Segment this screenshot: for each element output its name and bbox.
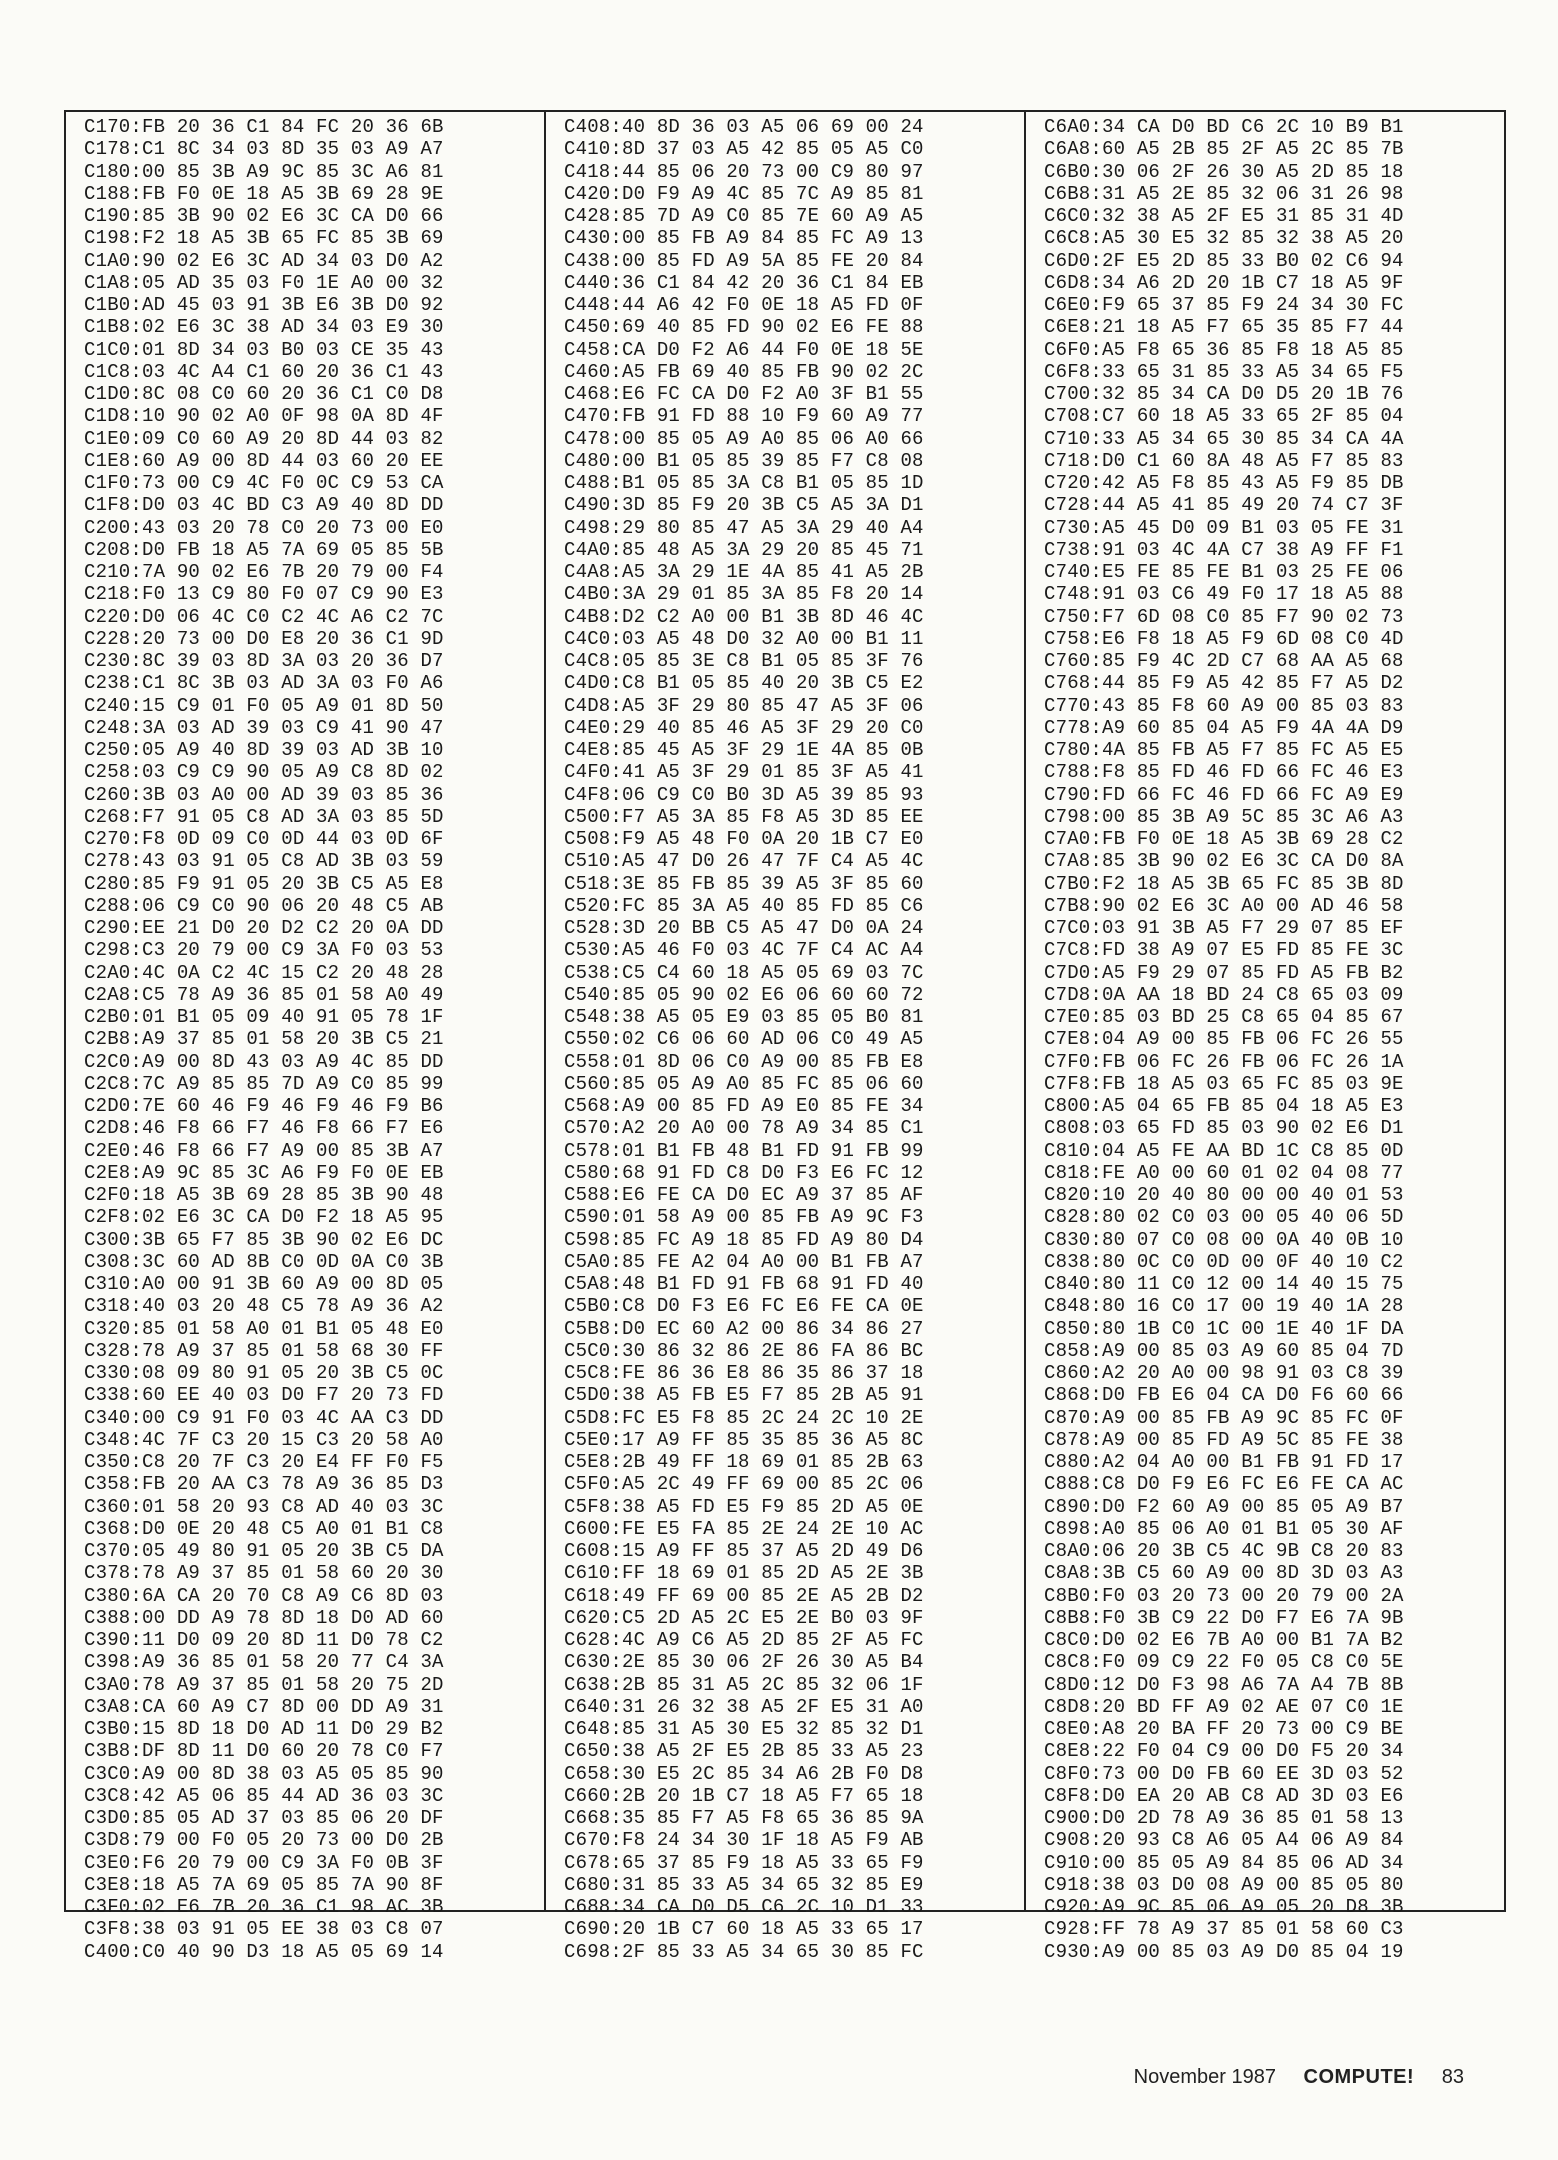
listing-line: C7E0:85 03 BD 25 C8 65 04 85 67 — [1044, 1006, 1404, 1028]
listing-line: C650:38 A5 2F E5 2B 85 33 A5 23 — [564, 1740, 924, 1763]
listing-line: C2B0:01 B1 05 09 40 91 05 78 1F — [84, 1006, 444, 1028]
listing-line: C7D0:A5 F9 29 07 85 FD A5 FB B2 — [1044, 961, 1404, 984]
listing-column-2 — [544, 112, 1024, 1963]
listing-line: C518:3E 85 FB 85 39 A5 3F 85 60 — [564, 872, 924, 895]
listing-line: C880:A2 04 A0 00 B1 FB 91 FD 17 — [1044, 1451, 1404, 1473]
listing-line: C4F0:41 A5 3F 29 01 85 3F A5 41 — [564, 761, 924, 784]
listing-line: C558:01 8D 06 C0 A9 00 85 FB E8 — [564, 1050, 924, 1073]
listing-line: C658:30 E5 2C 85 34 A6 2B F0 D8 — [564, 1762, 924, 1785]
listing-line: C3F0:02 E6 7B 20 36 C1 98 AC 3B — [84, 1896, 444, 1918]
listing-line: C1B0:AD 45 03 91 3B E6 3B D0 92 — [84, 294, 444, 316]
listing-line: C810:04 A5 FE AA BD 1C C8 85 0D — [1044, 1139, 1404, 1162]
listing-line: C430:00 85 FB A9 84 85 FC A9 13 — [564, 227, 924, 250]
listing-line: C5E8:2B 49 FF 18 69 01 85 2B 63 — [564, 1451, 924, 1473]
listing-line: C5A0:85 FE A2 04 A0 00 B1 FB A7 — [564, 1250, 924, 1273]
listing-line: C5C8:FE 86 36 E8 86 35 86 37 18 — [564, 1362, 924, 1384]
listing-line: C520:FC 85 3A A5 40 85 FD 85 C6 — [564, 894, 924, 917]
listing-line: C8F8:D0 EA 20 AB C8 AD 3D 03 E6 — [1044, 1784, 1404, 1807]
listing-line: C920:A9 9C 85 06 A9 05 20 D8 3B — [1044, 1896, 1404, 1918]
listing-line: C5A8:48 B1 FD 91 FB 68 91 FD 40 — [564, 1273, 924, 1295]
listing-line: C7A8:85 3B 90 02 E6 3C CA D0 8A — [1044, 850, 1404, 873]
listing-line: C720:42 A5 F8 85 43 A5 F9 85 DB — [1044, 472, 1404, 494]
listing-line: C1E0:09 C0 60 A9 20 8D 44 03 82 — [84, 427, 444, 450]
listing-line: C608:15 A9 FF 85 37 A5 2D 49 D6 — [564, 1540, 924, 1562]
listing-line: C2F8:02 E6 3C CA D0 F2 18 A5 95 — [84, 1206, 444, 1229]
listing-line: C368:D0 0E 20 48 C5 A0 01 B1 C8 — [84, 1517, 444, 1540]
listing-line: C2F0:18 A5 3B 69 28 85 3B 90 48 — [84, 1184, 444, 1206]
listing-line: C598:85 FC A9 18 85 FD A9 80 D4 — [564, 1228, 924, 1251]
listing-line: C850:80 1B C0 1C 00 1E 40 1F DA — [1044, 1317, 1404, 1340]
listing-line: C858:A9 00 85 03 A9 60 85 04 7D — [1044, 1339, 1404, 1362]
listing-line: C818:FE A0 00 60 01 02 04 08 77 — [1044, 1161, 1404, 1184]
listing-line: C3D0:85 05 AD 37 03 85 06 20 DF — [84, 1807, 444, 1829]
listing-line: C240:15 C9 01 F0 05 A9 01 8D 50 — [84, 694, 444, 717]
listing-line: C288:06 C9 C0 90 06 20 48 C5 AB — [84, 894, 444, 917]
listing-line: C6D0:2F E5 2D 85 33 B0 02 C6 94 — [1044, 249, 1404, 272]
listing-line: C260:3B 03 A0 00 AD 39 03 85 36 — [84, 783, 444, 806]
listing-line: C388:00 DD A9 78 8D 18 D0 AD 60 — [84, 1606, 444, 1629]
listing-line: C3B8:DF 8D 11 D0 60 20 78 C0 F7 — [84, 1740, 444, 1763]
listing-line: C698:2F 85 33 A5 34 65 30 85 FC — [564, 1940, 924, 1963]
listing-line: C490:3D 85 F9 20 3B C5 A5 3A D1 — [564, 494, 924, 517]
listing-line: C1B8:02 E6 3C 38 AD 34 03 E9 30 — [84, 316, 444, 339]
listing-line: C878:A9 00 85 FD A9 5C 85 FE 38 — [1044, 1428, 1404, 1451]
listing-line: C4A0:85 48 A5 3A 29 20 85 45 71 — [564, 538, 924, 561]
listing-line: C278:43 03 91 05 C8 AD 3B 03 59 — [84, 850, 444, 873]
listing-line: C578:01 B1 FB 48 B1 FD 91 FB 99 — [564, 1139, 924, 1162]
listing-line: C370:05 49 80 91 05 20 3B C5 DA — [84, 1540, 444, 1562]
listing-line: C6C0:32 38 A5 2F E5 31 85 31 4D — [1044, 205, 1404, 227]
listing-line: C728:44 A5 41 85 49 20 74 C7 3F — [1044, 494, 1404, 517]
listing-line: C548:38 A5 05 E9 03 85 05 B0 81 — [564, 1006, 924, 1028]
listing-line: C708:C7 60 18 A5 33 65 2F 85 04 — [1044, 405, 1404, 428]
listing-line: C228:20 73 00 D0 E8 20 36 C1 9D — [84, 627, 444, 650]
listing-line: C248:3A 03 AD 39 03 C9 41 90 47 — [84, 716, 444, 739]
listing-line: C188:FB F0 0E 18 A5 3B 69 28 9E — [84, 182, 444, 205]
listing-line: C6B0:30 06 2F 26 30 A5 2D 85 18 — [1044, 160, 1404, 183]
listing-line: C610:FF 18 69 01 85 2D A5 2E 3B — [564, 1562, 924, 1585]
listing-line: C2E8:A9 9C 85 3C A6 F9 F0 0E EB — [84, 1161, 444, 1184]
listing-line: C618:49 FF 69 00 85 2E A5 2B D2 — [564, 1584, 924, 1607]
listing-line: C5B8:D0 EC 60 A2 00 86 34 86 27 — [564, 1317, 924, 1340]
listing-line: C270:F8 0D 09 C0 0D 44 03 0D 6F — [84, 828, 444, 850]
listing-line: C8B0:F0 03 20 73 00 20 79 00 2A — [1044, 1584, 1404, 1607]
listing-line: C690:20 1B C7 60 18 A5 33 65 17 — [564, 1918, 924, 1941]
listing-line: C760:85 F9 4C 2D C7 68 AA A5 68 — [1044, 650, 1404, 672]
listing-line: C780:4A 85 FB A5 F7 85 FC A5 E5 — [1044, 739, 1404, 761]
listing-line: C638:2B 85 31 A5 2C 85 32 06 1F — [564, 1673, 924, 1696]
listing-line: C2D0:7E 60 46 F9 46 F9 46 F9 B6 — [84, 1095, 444, 1117]
listing-line: C8E8:22 F0 04 C9 00 D0 F5 20 34 — [1044, 1740, 1404, 1763]
listing-line: C5E0:17 A9 FF 85 35 85 36 A5 8C — [564, 1428, 924, 1451]
listing-line: C300:3B 65 F7 85 3B 90 02 E6 DC — [84, 1228, 444, 1251]
listing-line: C890:D0 F2 60 A9 00 85 05 A9 B7 — [1044, 1495, 1404, 1518]
listing-line: C210:7A 90 02 E6 7B 20 79 00 F4 — [84, 561, 444, 583]
listing-line: C3E8:18 A5 7A 69 05 85 7A 90 8F — [84, 1873, 444, 1896]
listing-line: C678:65 37 85 F9 18 A5 33 65 F9 — [564, 1851, 924, 1874]
listing-line: C4E0:29 40 85 46 A5 3F 29 20 C0 — [564, 716, 924, 739]
listing-line: C2A0:4C 0A C2 4C 15 C2 20 48 28 — [84, 961, 444, 984]
listing-line: C848:80 16 C0 17 00 19 40 1A 28 — [1044, 1295, 1404, 1318]
listing-line: C630:2E 85 30 06 2F 26 30 A5 B4 — [564, 1651, 924, 1674]
listing-line: C730:A5 45 D0 09 B1 03 05 FE 31 — [1044, 516, 1404, 539]
listing-line: C6F0:A5 F8 65 36 85 F8 18 A5 85 — [1044, 338, 1404, 361]
listing-line: C5F0:A5 2C 49 FF 69 00 85 2C 06 — [564, 1473, 924, 1496]
listing-line: C928:FF 78 A9 37 85 01 58 60 C3 — [1044, 1918, 1404, 1941]
listing-line: C8E0:A8 20 BA FF 20 73 00 C9 BE — [1044, 1718, 1404, 1740]
listing-line: C740:E5 FE 85 FE B1 03 25 FE 06 — [1044, 561, 1404, 583]
listing-line: C660:2B 20 1B C7 18 A5 F7 65 18 — [564, 1784, 924, 1807]
listing-line: C798:00 85 3B A9 5C 85 3C A6 A3 — [1044, 805, 1404, 828]
listing-line: C3A8:CA 60 A9 C7 8D 00 DD A9 31 — [84, 1695, 444, 1718]
listing-line: C7F0:FB 06 FC 26 FB 06 FC 26 1A — [1044, 1050, 1404, 1073]
listing-line: C440:36 C1 84 42 20 36 C1 84 EB — [564, 271, 924, 294]
listing-line: C478:00 85 05 A9 A0 85 06 A0 66 — [564, 427, 924, 450]
listing-line: C670:F8 24 34 30 1F 18 A5 F9 AB — [564, 1829, 924, 1852]
listing-line: C528:3D 20 BB C5 A5 47 D0 0A 24 — [564, 917, 924, 939]
listing-line: C580:68 91 FD C8 D0 F3 E6 FC 12 — [564, 1161, 924, 1184]
listing-line: C378:78 A9 37 85 01 58 60 20 30 — [84, 1562, 444, 1585]
listing-line: C1A0:90 02 E6 3C AD 34 03 D0 A2 — [84, 249, 444, 272]
listing-line: C560:85 05 A9 A0 85 FC 85 06 60 — [564, 1072, 924, 1095]
listing-line: C4C8:05 85 3E C8 B1 05 85 3F 76 — [564, 650, 924, 672]
listing-line: C648:85 31 A5 30 E5 32 85 32 D1 — [564, 1718, 924, 1740]
listing-line: C218:F0 13 C9 80 F0 07 C9 90 E3 — [84, 583, 444, 606]
listing-line: C318:40 03 20 48 C5 78 A9 36 A2 — [84, 1295, 444, 1318]
listing-line: C3C8:42 A5 06 85 44 AD 36 03 3C — [84, 1784, 444, 1807]
listing-line: C3B0:15 8D 18 D0 AD 11 D0 29 B2 — [84, 1718, 444, 1740]
listing-line: C488:B1 05 85 3A C8 B1 05 85 1D — [564, 472, 924, 494]
listing-line: C738:91 03 4C 4A C7 38 A9 FF F1 — [1044, 538, 1404, 561]
listing-line: C400:C0 40 90 D3 18 A5 05 69 14 — [84, 1940, 444, 1963]
listing-line: C3E0:F6 20 79 00 C9 3A F0 0B 3F — [84, 1851, 444, 1874]
listing-line: C8B8:F0 3B C9 22 D0 F7 E6 7A 9B — [1044, 1606, 1404, 1629]
listing-line: C868:D0 FB E6 04 CA D0 F6 60 66 — [1044, 1384, 1404, 1407]
listing-line: C358:FB 20 AA C3 78 A9 36 85 D3 — [84, 1473, 444, 1496]
listing-line: C428:85 7D A9 C0 85 7E 60 A9 A5 — [564, 205, 924, 227]
listing-line: C7B8:90 02 E6 3C A0 00 AD 46 58 — [1044, 894, 1404, 917]
listing-line: C770:43 85 F8 60 A9 00 85 03 83 — [1044, 694, 1404, 717]
listing-line: C350:C8 20 7F C3 20 E4 FF F0 F5 — [84, 1451, 444, 1473]
listing-line: C328:78 A9 37 85 01 58 68 30 FF — [84, 1339, 444, 1362]
listing-line: C340:00 C9 91 F0 03 4C AA C3 DD — [84, 1406, 444, 1429]
listing-line: C4F8:06 C9 C0 B0 3D A5 39 85 93 — [564, 783, 924, 806]
listing-line: C1F8:D0 03 4C BD C3 A9 40 8D DD — [84, 494, 444, 517]
listing-line: C620:C5 2D A5 2C E5 2E B0 03 9F — [564, 1606, 924, 1629]
listing-line: C348:4C 7F C3 20 15 C3 20 58 A0 — [84, 1428, 444, 1451]
listing-line: C700:32 85 34 CA D0 D5 20 1B 76 — [1044, 383, 1404, 405]
listing-line: C1C0:01 8D 34 03 B0 03 CE 35 43 — [84, 338, 444, 361]
listing-line: C510:A5 47 D0 26 47 7F C4 A5 4C — [564, 850, 924, 873]
listing-line: C5C0:30 86 32 86 2E 86 FA 86 BC — [564, 1339, 924, 1362]
listing-line: C8D0:12 D0 F3 98 A6 7A A4 7B 8B — [1044, 1673, 1404, 1696]
listing-line: C778:A9 60 85 04 A5 F9 4A 4A D9 — [1044, 716, 1404, 739]
listing-line: C298:C3 20 79 00 C9 3A F0 03 53 — [84, 939, 444, 962]
listing-line: C7E8:04 A9 00 85 FB 06 FC 26 55 — [1044, 1028, 1404, 1051]
listing-line: C3A0:78 A9 37 85 01 58 20 75 2D — [84, 1673, 444, 1696]
program-listing — [64, 110, 1506, 1963]
listing-line: C4E8:85 45 A5 3F 29 1E 4A 85 0B — [564, 739, 924, 761]
listing-line: C530:A5 46 F0 03 4C 7F C4 AC A4 — [564, 939, 924, 962]
listing-line: C1D0:8C 08 C0 60 20 36 C1 C0 D8 — [84, 383, 444, 405]
listing-line: C480:00 B1 05 85 39 85 F7 C8 08 — [564, 449, 924, 472]
listing-line: C1E8:60 A9 00 8D 44 03 60 20 EE — [84, 449, 444, 472]
listing-line: C668:35 85 F7 A5 F8 65 36 85 9A — [564, 1807, 924, 1829]
listing-line: C458:CA D0 F2 A6 44 F0 0E 18 5E — [564, 338, 924, 361]
listing-line: C4B0:3A 29 01 85 3A 85 F8 20 14 — [564, 583, 924, 606]
listing-line: C178:C1 8C 34 03 8D 35 03 A9 A7 — [84, 138, 444, 161]
listing-line: C8A0:06 20 3B C5 4C 9B C8 20 83 — [1044, 1540, 1404, 1562]
listing-line: C900:D0 2D 78 A9 36 85 01 58 13 — [1044, 1807, 1404, 1829]
listing-line: C208:D0 FB 18 A5 7A 69 05 85 5B — [84, 538, 444, 561]
listing-line: C310:A0 00 91 3B 60 A9 00 8D 05 — [84, 1273, 444, 1295]
listing-line: C230:8C 39 03 8D 3A 03 20 36 D7 — [84, 650, 444, 672]
listing-line: C408:40 8D 36 03 A5 06 69 00 24 — [564, 116, 924, 138]
listing-line: C538:C5 C4 60 18 A5 05 69 03 7C — [564, 961, 924, 984]
listing-line: C320:85 01 58 A0 01 B1 05 48 E0 — [84, 1317, 444, 1340]
listing-line: C7C8:FD 38 A9 07 E5 FD 85 FE 3C — [1044, 939, 1404, 962]
listing-line: C6A8:60 A5 2B 85 2F A5 2C 85 7B — [1044, 138, 1404, 161]
listing-line: C8C0:D0 02 E6 7B A0 00 B1 7A B2 — [1044, 1629, 1404, 1651]
listing-line: C438:00 85 FD A9 5A 85 FE 20 84 — [564, 249, 924, 272]
listing-line: C910:00 85 05 A9 84 85 06 AD 34 — [1044, 1851, 1404, 1874]
listing-line: C390:11 D0 09 20 8D 11 D0 78 C2 — [84, 1629, 444, 1651]
listing-line: C6B8:31 A5 2E 85 32 06 31 26 98 — [1044, 182, 1404, 205]
listing-line: C840:80 11 C0 12 00 14 40 15 75 — [1044, 1273, 1404, 1295]
listing-line: C4B8:D2 C2 A0 00 B1 3B 8D 46 4C — [564, 605, 924, 628]
listing-line: C688:34 CA D0 D5 C6 2C 10 D1 33 — [564, 1896, 924, 1918]
listing-line: C7B0:F2 18 A5 3B 65 FC 85 3B 8D — [1044, 872, 1404, 895]
listing-line: C468:E6 FC CA D0 F2 A0 3F B1 55 — [564, 383, 924, 405]
listing-line: C5D8:FC E5 F8 85 2C 24 2C 10 2E — [564, 1406, 924, 1429]
listing-line: C6A0:34 CA D0 BD C6 2C 10 B9 B1 — [1044, 116, 1404, 138]
listing-line: C710:33 A5 34 65 30 85 34 CA 4A — [1044, 427, 1404, 450]
listing-line: C250:05 A9 40 8D 39 03 AD 3B 10 — [84, 739, 444, 761]
listing-line: C7F8:FB 18 A5 03 65 FC 85 03 9E — [1044, 1072, 1404, 1095]
listing-line: C600:FE E5 FA 85 2E 24 2E 10 AC — [564, 1517, 924, 1540]
listing-line: C6F8:33 65 31 85 33 A5 34 65 F5 — [1044, 360, 1404, 383]
listing-line: C540:85 05 90 02 E6 06 60 60 72 — [564, 983, 924, 1006]
listing-line: C2A8:C5 78 A9 36 85 01 58 A0 49 — [84, 983, 444, 1006]
listing-column-3 — [1024, 112, 1504, 1963]
listing-line: C3F8:38 03 91 05 EE 38 03 C8 07 — [84, 1918, 444, 1941]
listing-line: C768:44 85 F9 A5 42 85 F7 A5 D2 — [1044, 672, 1404, 695]
listing-line: C418:44 85 06 20 73 00 C9 80 97 — [564, 160, 924, 183]
listing-line: C410:8D 37 03 A5 42 85 05 A5 C0 — [564, 138, 924, 161]
listing-line: C4C0:03 A5 48 D0 32 A0 00 B1 11 — [564, 627, 924, 650]
listing-line: C3C0:A9 00 8D 38 03 A5 05 85 90 — [84, 1762, 444, 1785]
listing-line: C550:02 C6 06 60 AD 06 C0 49 A5 — [564, 1028, 924, 1051]
listing-line: C420:D0 F9 A9 4C 85 7C A9 85 81 — [564, 182, 924, 205]
listing-line: C5D0:38 A5 FB E5 F7 85 2B A5 91 — [564, 1384, 924, 1407]
listing-line: C870:A9 00 85 FB A9 9C 85 FC 0F — [1044, 1406, 1404, 1429]
listing-line: C838:80 0C C0 0D 00 0F 40 10 C2 — [1044, 1250, 1404, 1273]
listing-line: C898:A0 85 06 A0 01 B1 05 30 AF — [1044, 1517, 1404, 1540]
listing-line: C6C8:A5 30 E5 32 85 32 38 A5 20 — [1044, 227, 1404, 250]
magazine-name: COMPUTE! — [1303, 2066, 1415, 2088]
listing-line: C7D8:0A AA 18 BD 24 C8 65 03 09 — [1044, 983, 1404, 1006]
listing-line: C1A8:05 AD 35 03 F0 1E A0 00 32 — [84, 271, 444, 294]
listing-line: C508:F9 A5 48 F0 0A 20 1B C7 E0 — [564, 828, 924, 850]
listing-line: C7C0:03 91 3B A5 F7 29 07 85 EF — [1044, 917, 1404, 939]
listing-line: C918:38 03 D0 08 A9 00 85 05 80 — [1044, 1873, 1404, 1896]
listing-line: C308:3C 60 AD 8B C0 0D 0A C0 3B — [84, 1250, 444, 1273]
listing-line: C788:F8 85 FD 46 FD 66 FC 46 E3 — [1044, 761, 1404, 784]
listing-line: C628:4C A9 C6 A5 2D 85 2F A5 FC — [564, 1629, 924, 1651]
issue-date: November 1987 — [1133, 2066, 1276, 2088]
listing-line: C338:60 EE 40 03 D0 F7 20 73 FD — [84, 1384, 444, 1407]
listing-line: C170:FB 20 36 C1 84 FC 20 36 6B — [84, 116, 444, 138]
listing-line: C258:03 C9 C9 90 05 A9 C8 8D 02 — [84, 761, 444, 784]
listing-line: C1D8:10 90 02 A0 0F 98 0A 8D 4F — [84, 405, 444, 428]
listing-line: C180:00 85 3B A9 9C 85 3C A6 81 — [84, 160, 444, 183]
listing-line: C450:69 40 85 FD 90 02 E6 FE 88 — [564, 316, 924, 339]
listing-line: C568:A9 00 85 FD A9 E0 85 FE 34 — [564, 1095, 924, 1117]
listing-line: C290:EE 21 D0 20 D2 C2 20 0A DD — [84, 917, 444, 939]
listing-line: C588:E6 FE CA D0 EC A9 37 85 AF — [564, 1184, 924, 1206]
listing-line: C4D8:A5 3F 29 80 85 47 A5 3F 06 — [564, 694, 924, 717]
listing-line: C470:FB 91 FD 88 10 F9 60 A9 77 — [564, 405, 924, 428]
listing-line: C198:F2 18 A5 3B 65 FC 85 3B 69 — [84, 227, 444, 250]
listing-line: C5B0:C8 D0 F3 E6 FC E6 FE CA 0E — [564, 1295, 924, 1318]
listing-line: C238:C1 8C 3B 03 AD 3A 03 F0 A6 — [84, 672, 444, 695]
listing-line: C7A0:FB F0 0E 18 A5 3B 69 28 C2 — [1044, 828, 1404, 850]
listing-line: C758:E6 F8 18 A5 F9 6D 08 C0 4D — [1044, 627, 1404, 650]
listing-line: C380:6A CA 20 70 C8 A9 C6 8D 03 — [84, 1584, 444, 1607]
listing-line: C5F8:38 A5 FD E5 F9 85 2D A5 0E — [564, 1495, 924, 1518]
listing-line: C280:85 F9 91 05 20 3B C5 A5 E8 — [84, 872, 444, 895]
listing-line: C2C8:7C A9 85 85 7D A9 C0 85 99 — [84, 1072, 444, 1095]
listing-line: C718:D0 C1 60 8A 48 A5 F7 85 83 — [1044, 449, 1404, 472]
listing-line: C820:10 20 40 80 00 00 40 01 53 — [1044, 1184, 1404, 1206]
listing-line: C500:F7 A5 3A 85 F8 A5 3D 85 EE — [564, 805, 924, 828]
listing-line: C200:43 03 20 78 C0 20 73 00 E0 — [84, 516, 444, 539]
listing-line: C590:01 58 A9 00 85 FB A9 9C F3 — [564, 1206, 924, 1229]
listing-line: C6D8:34 A6 2D 20 1B C7 18 A5 9F — [1044, 271, 1404, 294]
listing-line: C8C8:F0 09 C9 22 F0 05 C8 C0 5E — [1044, 1651, 1404, 1674]
listing-line: C808:03 65 FD 85 03 90 02 E6 D1 — [1044, 1117, 1404, 1140]
listing-line: C2B8:A9 37 85 01 58 20 3B C5 21 — [84, 1028, 444, 1051]
listing-line: C930:A9 00 85 03 A9 D0 85 04 19 — [1044, 1940, 1404, 1963]
listing-line: C640:31 26 32 38 A5 2F E5 31 A0 — [564, 1695, 924, 1718]
listing-line: C800:A5 04 65 FB 85 04 18 A5 E3 — [1044, 1095, 1404, 1117]
listing-line: C4D0:C8 B1 05 85 40 20 3B C5 E2 — [564, 672, 924, 695]
listing-line: C830:80 07 C0 08 00 0A 40 0B 10 — [1044, 1228, 1404, 1251]
listing-line: C888:C8 D0 F9 E6 FC E6 FE CA AC — [1044, 1473, 1404, 1496]
listing-line: C2D8:46 F8 66 F7 46 F8 66 F7 E6 — [84, 1117, 444, 1140]
listing-line: C908:20 93 C8 A6 05 A4 06 A9 84 — [1044, 1829, 1404, 1852]
listing-line: C748:91 03 C6 49 F0 17 18 A5 88 — [1044, 583, 1404, 606]
listing-line: C6E0:F9 65 37 85 F9 24 34 30 FC — [1044, 294, 1404, 316]
listing-line: C8F0:73 00 D0 FB 60 EE 3D 03 52 — [1044, 1762, 1404, 1785]
listing-line: C498:29 80 85 47 A5 3A 29 40 A4 — [564, 516, 924, 539]
listing-line: C828:80 02 C0 03 00 05 40 06 5D — [1044, 1206, 1404, 1229]
listing-line: C4A8:A5 3A 29 1E 4A 85 41 A5 2B — [564, 561, 924, 583]
listing-line: C2E0:46 F8 66 F7 A9 00 85 3B A7 — [84, 1139, 444, 1162]
listing-line: C398:A9 36 85 01 58 20 77 C4 3A — [84, 1651, 444, 1674]
listing-line: C3D8:79 00 F0 05 20 73 00 D0 2B — [84, 1829, 444, 1852]
listing-line: C360:01 58 20 93 C8 AD 40 03 3C — [84, 1495, 444, 1518]
page-number: 83 — [1441, 2066, 1464, 2088]
listing-line: C1F0:73 00 C9 4C F0 0C C9 53 CA — [84, 472, 444, 494]
listing-line: C460:A5 FB 69 40 85 FB 90 02 2C — [564, 360, 924, 383]
listing-line: C790:FD 66 FC 46 FD 66 FC A9 E9 — [1044, 783, 1404, 806]
listing-line: C448:44 A6 42 F0 0E 18 A5 FD 0F — [564, 294, 924, 316]
listing-line: C220:D0 06 4C C0 C2 4C A6 C2 7C — [84, 605, 444, 628]
page-footer — [1112, 2066, 1464, 2089]
listing-line: C750:F7 6D 08 C0 85 F7 90 02 73 — [1044, 605, 1404, 628]
listing-line: C570:A2 20 A0 00 78 A9 34 85 C1 — [564, 1117, 924, 1140]
listing-line: C190:85 3B 90 02 E6 3C CA D0 66 — [84, 205, 444, 227]
listing-line: C860:A2 20 A0 00 98 91 03 C8 39 — [1044, 1362, 1404, 1384]
listing-line: C268:F7 91 05 C8 AD 3A 03 85 5D — [84, 805, 444, 828]
listing-line: C1C8:03 4C A4 C1 60 20 36 C1 43 — [84, 360, 444, 383]
listing-line: C330:08 09 80 91 05 20 3B C5 0C — [84, 1362, 444, 1384]
listing-column-1 — [66, 112, 544, 1963]
listing-line: C680:31 85 33 A5 34 65 32 85 E9 — [564, 1873, 924, 1896]
listing-line: C2C0:A9 00 8D 43 03 A9 4C 85 DD — [84, 1050, 444, 1073]
listing-line: C8A8:3B C5 60 A9 00 8D 3D 03 A3 — [1044, 1562, 1404, 1585]
listing-line: C6E8:21 18 A5 F7 65 35 85 F7 44 — [1044, 316, 1404, 339]
listing-line: C8D8:20 BD FF A9 02 AE 07 C0 1E — [1044, 1695, 1404, 1718]
